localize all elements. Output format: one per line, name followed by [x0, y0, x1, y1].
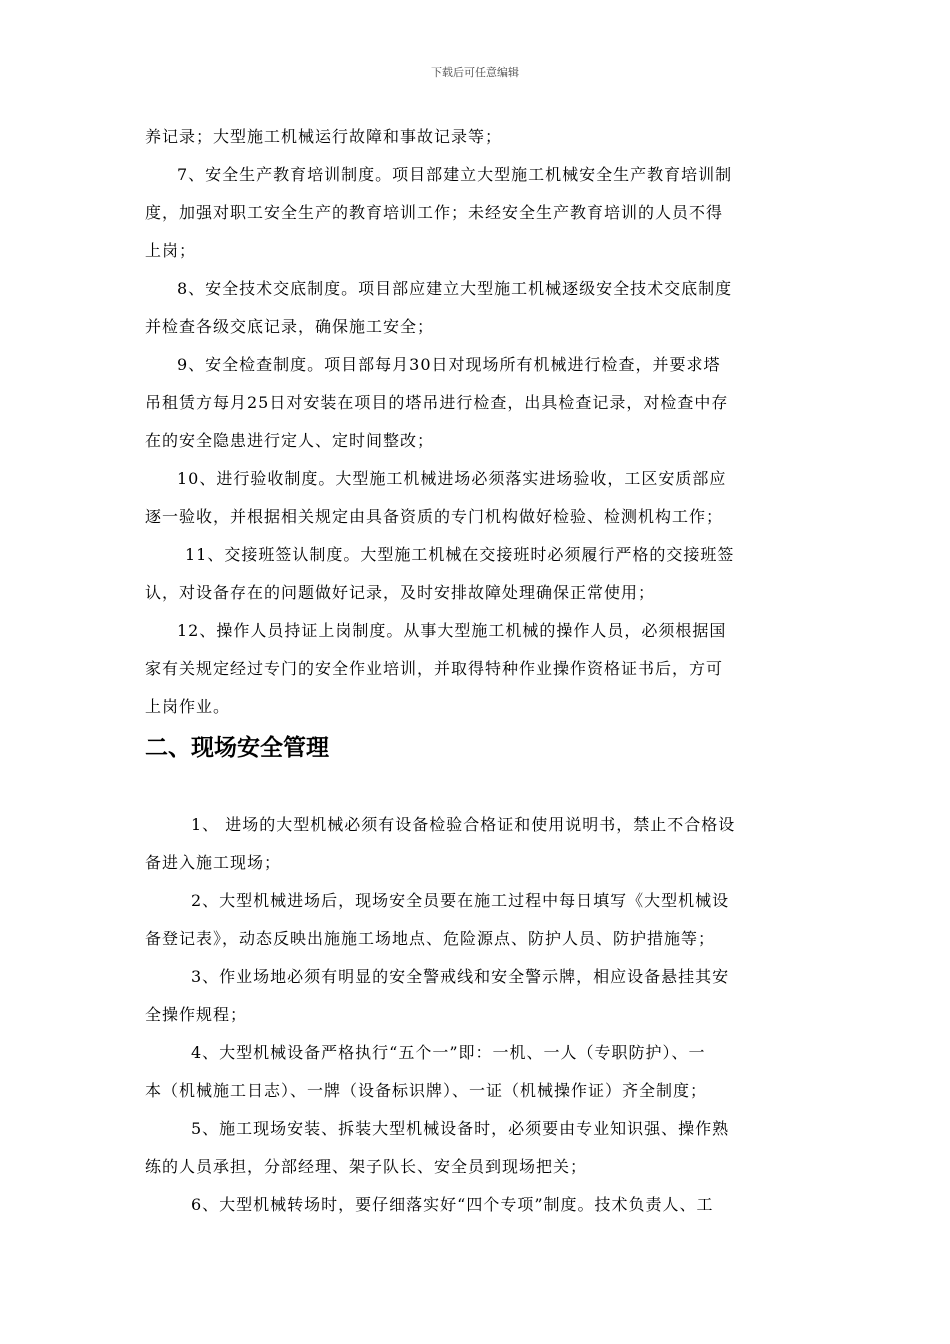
- paragraph-line: 6、大型机械转场时，要仔细落实好“四个专项”制度。技术负责人、工: [191, 1195, 714, 1214]
- paragraph-line: 逐一验收，并根据相关规定由具备资质的专门机构做好检验、检测机构工作；: [145, 507, 724, 526]
- paragraph-line: 3、作业场地必须有明显的安全警戒线和安全警示牌，相应设备悬挂其安: [191, 967, 730, 986]
- paragraph-line: 并检查各级交底记录，确保施工安全；: [145, 317, 435, 336]
- paragraph-line: 7、安全生产教育培训制度。项目部建立大型施工机械安全生产教育培训制: [177, 165, 733, 184]
- paragraph-line: 养记录；大型施工机械运行故障和事故记录等；: [145, 127, 503, 146]
- paragraph-line: 备登记表》，动态反映出施施工场地点、危险源点、防护人员、防护措施等；: [145, 929, 716, 948]
- paragraph-line: 吊租赁方每月25日对安装在项目的塔吊进行检查，出具检查记录，对检查中存: [145, 393, 729, 412]
- paragraph-line: 在的安全隐患进行定人、定时间整改；: [145, 431, 435, 450]
- page-header-note: 下载后可任意编辑: [431, 66, 519, 79]
- paragraph-line: 备进入施工现场；: [145, 853, 282, 872]
- paragraph-line: 家有关规定经过专门的安全作业培训，并取得特种作业操作资格证书后，方可: [145, 659, 724, 678]
- paragraph-line: 9、安全检查制度。项目部每月30日对现场所有机械进行检查，并要求塔: [177, 355, 721, 374]
- paragraph-line: 8、安全技术交底制度。项目部应建立大型施工机械逐级安全技术交底制度: [177, 279, 733, 298]
- section2-body: [145, 806, 810, 1224]
- paragraph-line: 12、操作人员持证上岗制度。从事大型施工机械的操作人员，必须根据国: [177, 621, 727, 640]
- paragraph-line: 上岗作业。: [145, 697, 231, 716]
- paragraph-line: 认，对设备存在的问题做好记录，及时安排故障处理确保正常使用；: [145, 583, 656, 602]
- section1-body: [145, 118, 810, 726]
- paragraph-line: 全操作规程；: [145, 1005, 248, 1024]
- paragraph-line: 上岗；: [145, 241, 197, 260]
- paragraph-line: 11、交接班签认制度。大型施工机械在交接班时必须履行严格的交接班签: [185, 545, 735, 564]
- paragraph-line: 本（机械施工日志）、一牌（设备标识牌）、一证（机械操作证）齐全制度；: [145, 1081, 708, 1100]
- section-heading: 二、现场安全管理: [145, 735, 329, 761]
- paragraph-line: 2、大型机械进场后，现场安全员要在施工过程中每日填写《大型机械设: [191, 891, 730, 910]
- paragraph-line: 1、 进场的大型机械必须有设备检验合格证和使用说明书，禁止不合格设: [191, 815, 736, 834]
- paragraph-line: 5、施工现场安装、拆装大型机械设备时，必须要由专业知识强、操作熟: [191, 1119, 730, 1138]
- paragraph-line: 练的人员承担，分部经理、架子队长、安全员到现场把关；: [145, 1157, 588, 1176]
- paragraph-line: 4、大型机械设备严格执行“五个一”即：一机、一人（专职防护）、一: [191, 1043, 706, 1062]
- paragraph-line: 10、进行验收制度。大型施工机械进场必须落实进场验收，工区安质部应: [177, 469, 727, 488]
- paragraph-line: 度，加强对职工安全生产的教育培训工作；未经安全生产教育培训的人员不得: [145, 203, 724, 222]
